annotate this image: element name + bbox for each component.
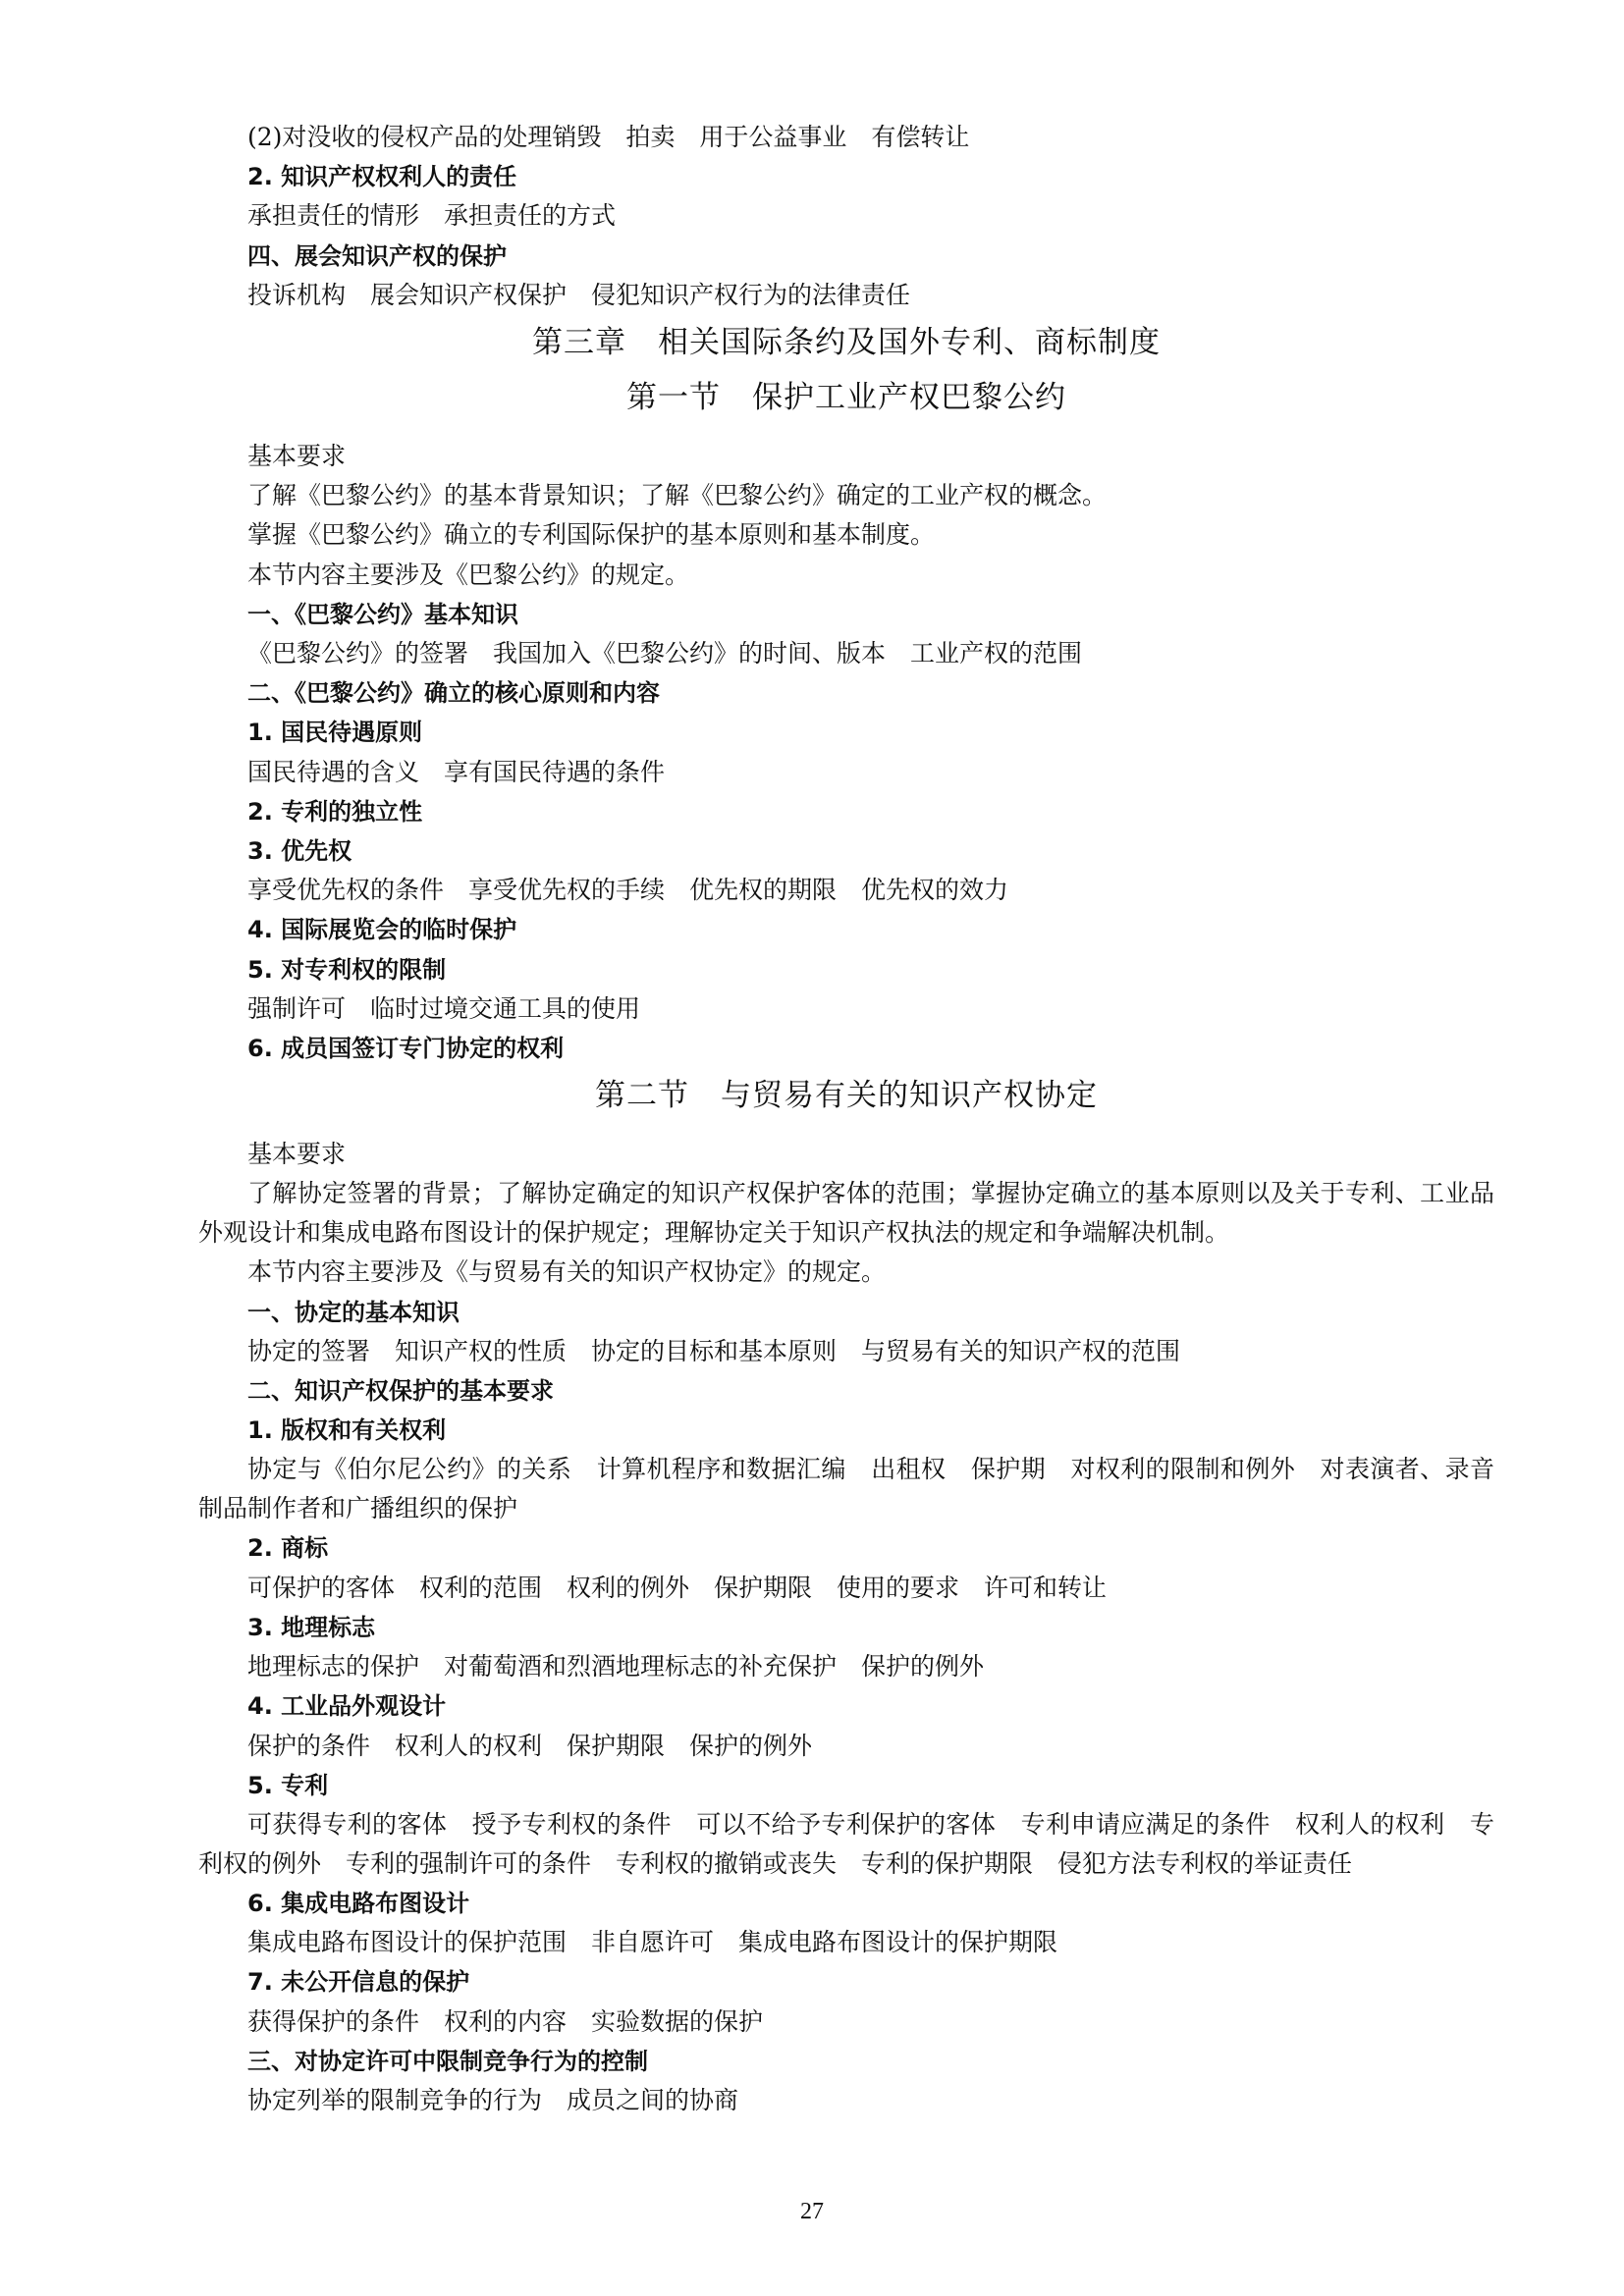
text-line: 国民待遇的含义 享有国民待遇的条件 <box>247 757 666 786</box>
subheading: 3. 地理标志 <box>247 1613 376 1641</box>
subheading: 二、《巴黎公约》确立的核心原则和内容 <box>247 679 660 708</box>
text-line: 了解《巴黎公约》的基本背景知识；了解《巴黎公约》确定的工业产权的概念。 <box>247 481 1108 510</box>
text-line: 基本要求 <box>247 442 347 471</box>
text-line: 地理标志的保护 对葡萄酒和烈酒地理标志的补充保护 保护的例外 <box>247 1652 985 1682</box>
text-line: 协定列举的限制竞争的行为 成员之间的协商 <box>247 2085 739 2114</box>
text-line: 投诉机构 展会知识产权保护 侵犯知识产权行为的法律责任 <box>247 280 911 309</box>
text-line: 获得保护的条件 权利的内容 实验数据的保护 <box>247 2006 764 2036</box>
chapter-title: 第三章 相关国际条约及国外专利、商标制度 <box>532 325 1161 361</box>
section-title: 第二节 与贸易有关的知识产权协定 <box>595 1078 1098 1114</box>
subheading: 一、《巴黎公约》基本知识 <box>247 600 518 628</box>
subheading: 三、对协定许可中限制竞争行为的控制 <box>247 2047 648 2075</box>
section-title: 第一节 保护工业产权巴黎公约 <box>626 380 1066 416</box>
subheading: 四、展会知识产权的保护 <box>247 241 507 270</box>
subheading: 2. 商标 <box>247 1534 329 1563</box>
text-line: 本节内容主要涉及《巴黎公约》的规定。 <box>247 560 690 589</box>
subheading: 二、知识产权保护的基本要求 <box>247 1377 554 1406</box>
text-line: 承担责任的情形 承担责任的方式 <box>247 201 617 231</box>
text-line: 本节内容主要涉及《与贸易有关的知识产权协定》的规定。 <box>247 1257 887 1287</box>
text-line: 强制许可 临时过境交通工具的使用 <box>247 993 641 1023</box>
text-line: 可保护的客体 权利的范围 权利的例外 保护期限 使用的要求 许可和转让 <box>247 1573 1108 1602</box>
page-number: 27 <box>800 2199 824 2224</box>
text-line: 《巴黎公约》的签署 我国加入《巴黎公约》的时间、版本 工业产权的范围 <box>247 639 1083 668</box>
subheading: 4. 国际展览会的临时保护 <box>247 916 517 944</box>
subheading: 一、协定的基本知识 <box>247 1298 460 1326</box>
paragraph: 可获得专利的客体 授予专利权的条件 可以不给予专利保护的客体 专利申请应满足的条件 权利人的权利 专利权的例外 专利的强制许可的条件 专利权的撤销或丧失 专利的保护期限 侵犯方法专利权的举证责任 <box>198 1809 1494 1878</box>
text-line: 集成电路布图设计的保护范围 非自愿许可 集成电路布图设计的保护期限 <box>247 1928 1058 1957</box>
text-line: (2)对没收的侵权产品的处理销毁 拍卖 用于公益事业 有偿转让 <box>247 123 970 151</box>
text-line: 掌握《巴黎公约》确立的专利国际保护的基本原则和基本制度。 <box>247 520 936 550</box>
text-line: 享受优先权的条件 享受优先权的手续 优先权的期限 优先权的效力 <box>247 876 1009 905</box>
subheading: 3. 优先权 <box>247 837 352 866</box>
subheading: 5. 对专利权的限制 <box>247 955 447 984</box>
subheading: 6. 成员国签订专门协定的权利 <box>247 1035 565 1063</box>
text-line: 基本要求 <box>247 1140 347 1169</box>
subheading: 6. 集成电路布图设计 <box>247 1889 470 1917</box>
paragraph: 了解协定签署的背景；了解协定确定的知识产权保护客体的范围；掌握协定确立的基本原则以及关于专利、工业品外观设计和集成电路布图设计的保护规定；理解协定关于知识产权执法的规定和争端解决机制。 <box>198 1179 1494 1248</box>
subheading: 5. 专利 <box>247 1771 329 1799</box>
subheading: 4. 工业品外观设计 <box>247 1692 447 1721</box>
subheading: 2. 专利的独立性 <box>247 797 423 826</box>
subheading: 2. 知识产权权利人的责任 <box>247 163 517 191</box>
page-content <box>198 118 1494 2120</box>
text-line: 保护的条件 权利人的权利 保护期限 保护的例外 <box>247 1731 813 1760</box>
subheading: 1. 版权和有关权利 <box>247 1416 447 1445</box>
subheading: 1. 国民待遇原则 <box>247 719 423 747</box>
text-line: 协定的签署 知识产权的性质 协定的目标和基本原则 与贸易有关的知识产权的范围 <box>247 1336 1181 1365</box>
subheading: 7. 未公开信息的保护 <box>247 1968 470 1997</box>
paragraph: 协定与《伯尔尼公约》的关系 计算机程序和数据汇编 出租权 保护期 对权利的限制和例外 对表演者、录音制品制作者和广播组织的保护 <box>198 1455 1494 1523</box>
